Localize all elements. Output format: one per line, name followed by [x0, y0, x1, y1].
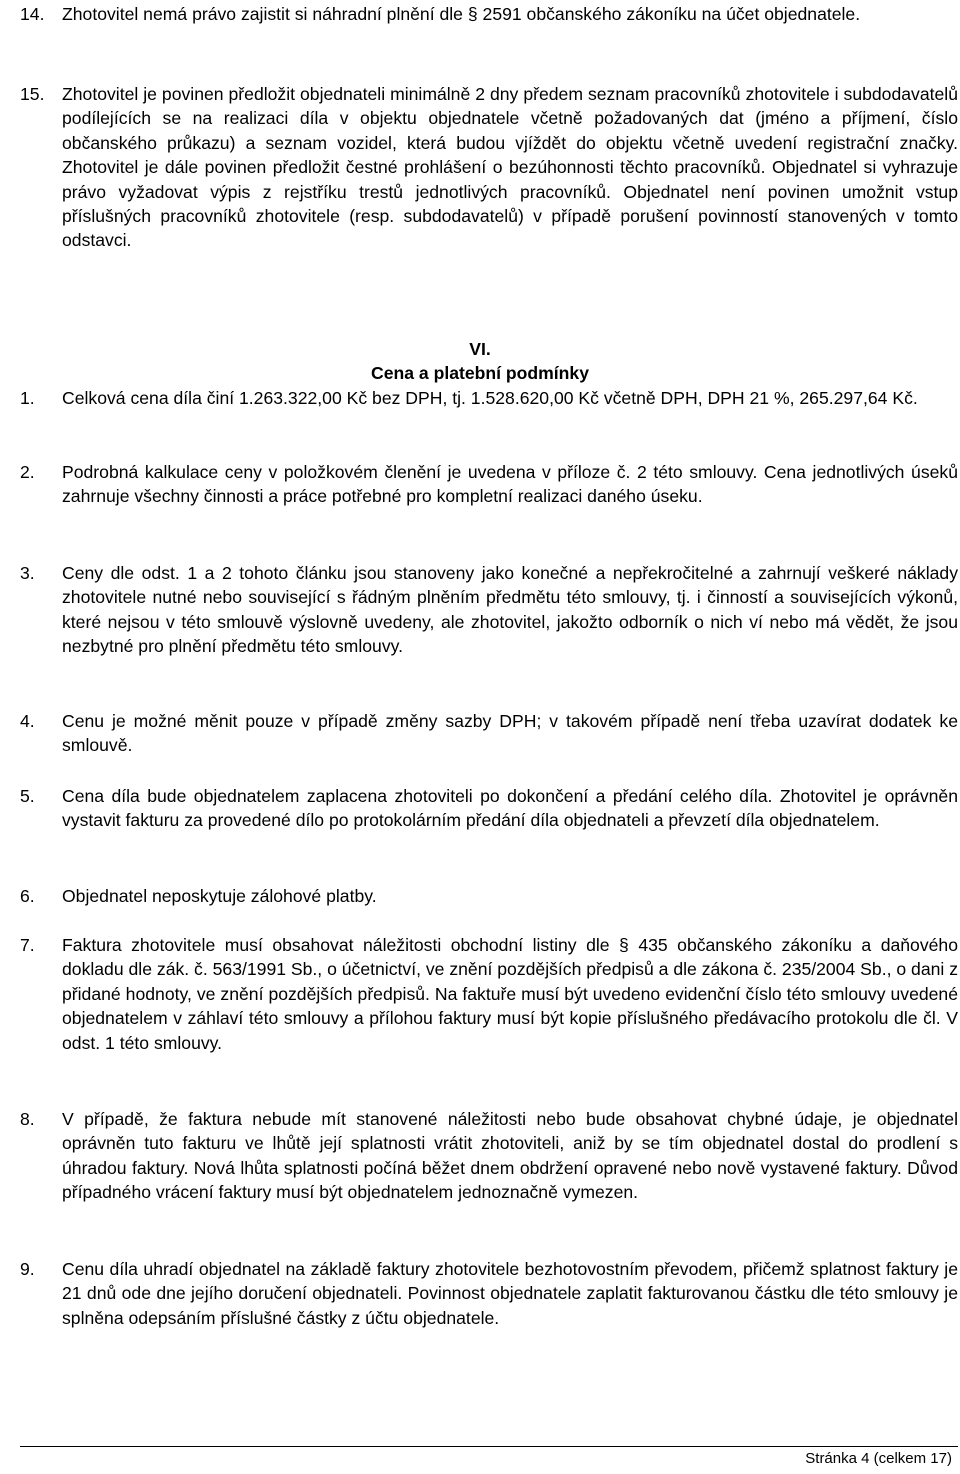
- clause: [20, 1257, 958, 1330]
- item-number: 15.: [20, 84, 45, 104]
- clause-number: 5.: [20, 786, 35, 806]
- item-text: Zhotovitel je povinen předložit objednateli minimálně 2 dny předem seznam pracovníků zhotovitele i subdodavatelů podílejících se na realizaci díla v objektu objednatele včetně požadovaných dat (jméno a příjmení, číslo občanského průkazu) a seznam vozidel, která budou vjíždět do objektu včetně uvedení registrační značky. Zhotovitel je dále povinen předložit čestné prohlášení o bezúhonnosti těchto pracovníků. Objednatel si vyhrazuje právo vyžadovat výpis z rejstříku trestů jednotlivých pracovníků. Objednatel není povinen umožnit vstup příslušných pracovníků zhotovitele (resp. subdodavatelů) v případě porušení povinností stanovených v tomto odstavci.: [62, 84, 958, 251]
- clause: [20, 933, 958, 1055]
- clause-text: Cenu díla uhradí objednatel na základě faktury zhotovitele bezhotovostním převodem, přičemž splatnost faktury je 21 dnů ode dne jejího doručení objednateli. Povinnost objednatele zaplatit fakturovanou částku dle této smlouvy je splněna odepsáním příslušné částky z účtu objednatele.: [62, 1259, 958, 1328]
- clause: [20, 460, 958, 509]
- clause-text: V případě, že faktura nebude mít stanovené náležitosti nebo bude obsahovat chybné údaje, je objednatel oprávněn tuto fakturu ve lhůtě její splatnosti vrátit zhotoviteli, aniž by se tím objednatel dostal do prodlení s úhradou faktury. Nová lhůta splatnosti počíná běžet dnem obdržení opravené nebo nově vystavené faktury. Důvod případného vrácení faktury musí být objednatelem jednoznačně vymezen.: [62, 1109, 958, 1203]
- clause-number: 4.: [20, 711, 35, 731]
- clause-text: Celková cena díla činí 1.263.322,00 Kč bez DPH, tj. 1.528.620,00 Kč včetně DPH, DPH 21 %, 265.297,64 Kč.: [62, 388, 918, 408]
- clause-number: 9.: [20, 1259, 35, 1279]
- list-item: [20, 2, 958, 26]
- item-text: Zhotovitel nemá právo zajistit si náhradní plnění dle § 2591 občanského zákoníku na účet objednatele.: [62, 4, 861, 24]
- page-footer: Stránka 4 (celkem 17): [805, 1450, 952, 1467]
- clause: [20, 784, 958, 833]
- section-title: Cena a platební podmínky: [370, 363, 589, 383]
- clause-text: Podrobná kalkulace ceny v položkovém členění je uvedena v příloze č. 2 této smlouvy. Cena jednotlivých úseků zahrnuje všechny činnosti a práce potřebné pro kompletní realizaci daného úseku.: [62, 462, 958, 507]
- clause-text: Cena díla bude objednatelem zaplacena zhotoviteli po dokončení a předání celého díla. Zhotovitel je oprávněn vystavit fakturu za provedené dílo po protokolárním předání díla objednateli a převzetí díla objednatelem.: [62, 786, 958, 831]
- clause-number: 8.: [20, 1109, 35, 1129]
- clause-text: Objednatel neposkytuje zálohové platby.: [62, 886, 377, 906]
- clause-number: 6.: [20, 886, 35, 906]
- item-number: 14.: [20, 4, 45, 24]
- list-item: [20, 82, 958, 253]
- footer-divider: [20, 1446, 958, 1447]
- clause-text: Cenu je možné měnit pouze v případě změny sazby DPH; v takovém případě není třeba uzavírat dodatek ke smlouvě.: [62, 711, 958, 756]
- section-number: VI.: [469, 339, 491, 359]
- clause: [20, 561, 958, 659]
- clause: [20, 709, 958, 758]
- clause-number: 1.: [20, 388, 35, 408]
- clause-text: Faktura zhotovitele musí obsahovat náležitosti obchodní listiny dle § 435 občanského zákoníku a daňového dokladu dle zák. č. 563/1991 Sb., o účetnictví, ve znění pozdějších předpisů a dle zákona č. 235/2004 Sb., o dani z přidané hodnoty, ve znění pozdějších předpisů. Na faktuře musí být uvedeno evidenční číslo této smlouvy uvedené objednatelem v záhlaví této smlouvy a přílohou faktury musí být kopie příslušného předávacího protokolu dle čl. V odst. 1 této smlouvy.: [62, 935, 958, 1053]
- clause-number: 7.: [20, 935, 35, 955]
- clause: [20, 1107, 958, 1205]
- clause-number: 3.: [20, 563, 35, 583]
- clause-number: 2.: [20, 462, 35, 482]
- clause: [20, 386, 958, 410]
- clause-text: Ceny dle odst. 1 a 2 tohoto článku jsou stanoveny jako konečné a nepřekročitelné a zahrnují veškeré náklady zhotovitele nutné nebo související s řádným plněním předmětu této smlouvy, tj. i činností a souvisejících výkonů, které nejsou v této smlouvě výslovně uvedeny, ale zhotovitel, jakožto odborník o nich ví nebo má vědět, že jsou nezbytné pro plnění předmětu této smlouvy.: [62, 563, 958, 657]
- clause: [20, 884, 958, 908]
